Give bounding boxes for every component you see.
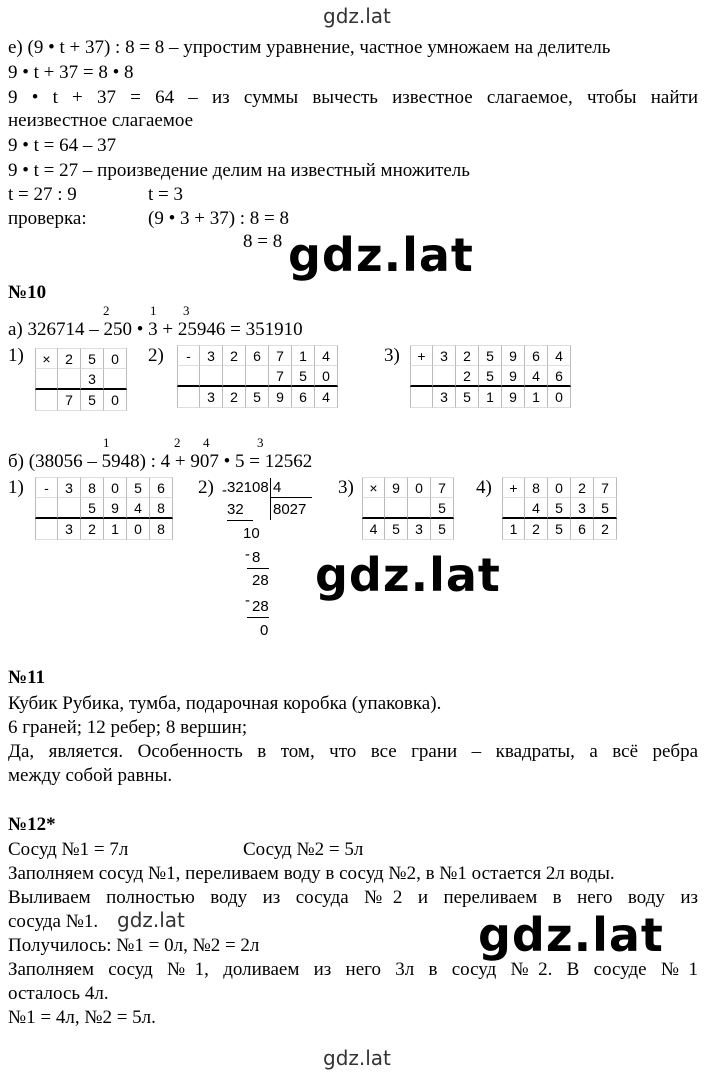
e-line-3: 9 • t + 37 = 64 – из суммы вычесть известное слагаемое, чтобы найти [8,87,698,108]
e-line-7b: t = 3 [148,184,183,205]
division-line [247,617,269,618]
grid-cell: 7 [269,345,292,366]
calc-grid-a1 [35,348,127,411]
grid-cell: 4 [315,345,338,366]
grid-cell: 3 [200,387,223,408]
grid-cell: 5 [479,345,502,366]
n11-title: №11 [8,667,46,688]
n11-line-2: 6 граней; 12 ребер; 8 вершин; [8,717,248,738]
n10-a-expression: а) 326714 – 250 • 3 + 25946 = 351910 [8,319,303,340]
order-mark: 2 [103,303,110,318]
grid-cell: 6 [571,519,594,540]
step-label: 1) [8,345,24,366]
grid-cell: 9 [269,387,292,408]
grid-cell [385,498,408,519]
grid-cell: 7 [594,477,617,498]
grid-cell: + [410,345,433,366]
grid-cell [177,387,200,408]
e-line-8b: (9 • 3 + 37) : 8 = 8 [148,208,290,229]
grid-cell: 9 [502,366,525,387]
grid-cell: 8 [150,519,173,540]
grid-cell: 6 [548,366,571,387]
grid-cell: 0 [548,477,571,498]
calc-grid-a3 [410,345,571,408]
grid-cell: 5 [548,519,571,540]
grid-cell [104,369,127,390]
order-mark: 2 [174,435,181,450]
step-label: 3) [338,477,354,498]
e-line-2: 9 • t + 37 = 8 • 8 [8,62,134,83]
long-division-minus: - [222,482,227,499]
grid-cell: 3 [200,345,223,366]
order-mark: 1 [103,435,110,450]
step-label: 4) [476,477,492,498]
n10-b-expression: б) (38056 – 5948) : 4 + 907 • 5 = 12562 [8,451,313,472]
grid-cell: 5 [456,387,479,408]
grid-cell: 8 [81,477,104,498]
e-line-1: е) (9 • t + 37) : 8 = 8 – упростим уравнение, частное умножаем на делитель [8,37,611,58]
grid-cell: 2 [594,519,617,540]
order-mark: 4 [203,435,210,450]
n12-line-1a: Сосуд №1 = 7л [8,839,129,860]
n10-title: №10 [8,282,47,303]
grid-cell: 3 [433,387,456,408]
order-mark: 1 [150,303,157,318]
e-line-9: 8 = 8 [243,231,283,252]
order-mark: 3 [257,435,264,450]
calc-grid-b4 [502,477,617,540]
calc-grid-a2 [177,345,338,408]
n12-title: №12* [8,814,56,835]
division-bar [270,478,271,520]
grid-cell: 2 [571,477,594,498]
n11-line-3: Да, является. Особенность в том, что все грани – квадраты, а всё ребра [8,741,698,762]
grid-cell: 7 [431,477,454,498]
grid-cell [35,369,58,390]
grid-cell: 1 [292,345,315,366]
grid-cell: 3 [433,345,456,366]
n12-line-4: сосуда №1. [8,911,99,932]
grid-cell: 2 [456,345,479,366]
grid-cell: 3 [81,369,104,390]
grid-cell: 1 [479,387,502,408]
grid-cell: 0 [408,477,431,498]
grid-cell: 1 [502,519,525,540]
grid-cell [200,366,223,387]
grid-cell: 2 [223,345,246,366]
grid-cell: 6 [525,345,548,366]
grid-cell: 1 [525,387,548,408]
grid-cell [177,366,200,387]
grid-cell: 9 [502,345,525,366]
calc-grid-b3 [362,477,454,540]
grid-cell: 5 [81,498,104,519]
grid-cell: 3 [58,519,81,540]
grid-cell: 5 [431,498,454,519]
quotient: 8027 [273,501,307,518]
grid-cell: 4 [315,387,338,408]
n12-line-3: Выливаем полностью воду из сосуда №2 и переливаем в него воду из [8,887,698,908]
grid-cell [362,498,385,519]
grid-cell: 2 [81,519,104,540]
grid-cell: 5 [81,390,104,411]
long-division-minus: - [245,546,250,563]
grid-cell [502,498,525,519]
grid-cell: 5 [81,348,104,369]
grid-cell: 4 [127,498,150,519]
grid-cell: 5 [479,366,502,387]
grid-cell: 4 [362,519,385,540]
grid-cell [410,366,433,387]
grid-cell: 3 [408,519,431,540]
grid-cell: 3 [58,477,81,498]
grid-cell: 0 [104,390,127,411]
grid-cell: 2 [223,387,246,408]
long-division-minus: - [245,592,250,609]
grid-cell: 0 [104,348,127,369]
division-line [227,520,253,521]
grid-cell: 5 [127,477,150,498]
division-step: 32 [227,501,244,518]
grid-cell: 2 [58,348,81,369]
n12-line-2: Заполняем сосуд №1, переливаем воду в сосуд №2, в №1 остается 2л воды. [8,863,615,884]
order-mark: 3 [183,303,190,318]
grid-cell: 8 [150,498,173,519]
e-line-5: 9 • t = 64 – 37 [8,135,117,156]
grid-cell: 4 [548,345,571,366]
e-line-4: неизвестное слагаемое [8,110,194,131]
grid-cell: 0 [127,519,150,540]
grid-cell [433,366,456,387]
grid-cell: 5 [594,498,617,519]
n12-line-5: Получилось: №1 = 0л, №2 = 2л [8,935,260,956]
grid-cell: 4 [525,498,548,519]
grid-cell [35,519,58,540]
grid-cell: 6 [246,345,269,366]
grid-cell: 5 [548,498,571,519]
grid-cell [408,498,431,519]
grid-cell: 0 [104,477,127,498]
grid-cell [58,498,81,519]
e-line-7a: t = 27 : 9 [8,184,77,205]
grid-cell: 3 [571,498,594,519]
grid-cell: 1 [104,519,127,540]
division-step: 28 [252,572,269,589]
grid-cell: 7 [269,366,292,387]
grid-cell: 5 [431,519,454,540]
grid-cell [35,390,58,411]
grid-cell [223,366,246,387]
n11-line-4: между собой равны. [8,765,173,786]
grid-cell: 5 [292,366,315,387]
division-step: 0 [260,622,269,639]
e-line-6: 9 • t = 27 – произведение делим на известный множитель [8,160,470,181]
n12-line-7: осталось 4л. [8,983,109,1004]
step-label: 1) [8,477,24,498]
grid-cell: - [35,477,58,498]
n11-line-1: Кубик Рубика, тумба, подарочная коробка (упаковка). [8,693,442,714]
grid-cell: 0 [315,366,338,387]
n12-line-1b: Сосуд №2 = 5л [243,839,364,860]
n12-line-8: №1 = 4л, №2 = 5л. [8,1007,156,1028]
grid-cell: 9 [385,477,408,498]
grid-cell: - [177,345,200,366]
watermark-bottom: gdz.lat [323,1046,391,1070]
grid-cell: 9 [104,498,127,519]
grid-cell: 5 [246,387,269,408]
dividend: 32108 [227,479,269,496]
watermark-small-mid: gdz.lat [117,908,185,932]
grid-cell [246,366,269,387]
grid-cell: 6 [292,387,315,408]
watermark-top: gdz.lat [323,4,391,28]
grid-cell: × [362,477,385,498]
calc-grid-b1 [35,477,173,540]
grid-cell: 5 [385,519,408,540]
e-line-8a: проверка: [8,208,87,229]
grid-cell [410,387,433,408]
watermark-large-3: gdz.lat [478,908,664,962]
division-line [270,497,312,498]
grid-cell [58,369,81,390]
grid-cell: 7 [58,390,81,411]
step-label: 2) [198,477,214,498]
grid-cell: 6 [150,477,173,498]
step-label: 2) [148,345,164,366]
divisor: 4 [273,479,282,496]
division-step: 8 [252,549,261,566]
grid-cell: 2 [525,519,548,540]
division-step: 10 [243,525,260,542]
grid-cell: 0 [548,387,571,408]
grid-cell: + [502,477,525,498]
grid-cell: 4 [525,366,548,387]
grid-cell [35,498,58,519]
grid-cell: 9 [502,387,525,408]
division-step: 28 [252,598,269,615]
grid-cell: 2 [456,366,479,387]
division-line [247,568,269,569]
grid-cell: × [35,348,58,369]
step-label: 3) [384,345,400,366]
grid-cell: 8 [525,477,548,498]
n12-line-6: Заполняем сосуд №1, доливаем из него 3л в сосуд №2. В сосуде №1 [8,959,698,980]
watermark-large-2: gdz.lat [315,548,501,602]
watermark-large-1: gdz.lat [288,228,474,282]
